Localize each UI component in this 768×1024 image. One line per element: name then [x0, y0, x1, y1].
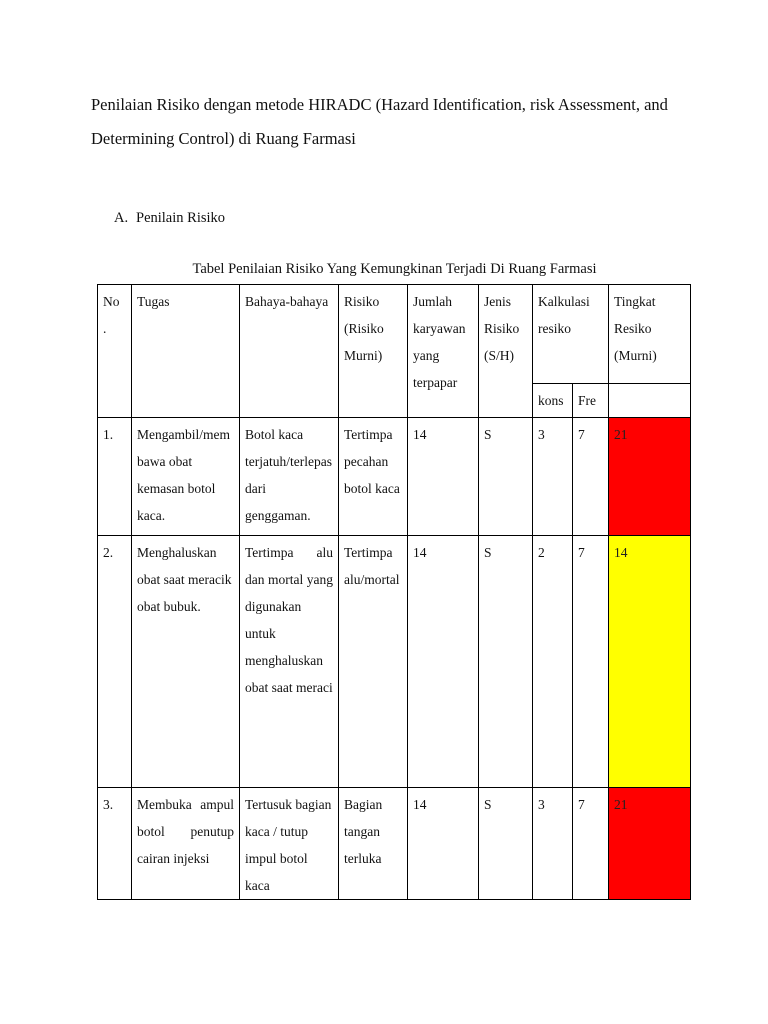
header-kalkulasi: Kalkulasi resiko [533, 285, 609, 384]
header-tugas: Tugas [132, 285, 240, 418]
cell-fre: 7 [573, 418, 609, 536]
section-title: Penilain Risiko [136, 210, 226, 226]
header-kons: kons [533, 384, 573, 418]
risk-assessment-table [97, 284, 691, 900]
cell-kons: 2 [533, 536, 573, 788]
header-fre: Fre [573, 384, 609, 418]
header-tingkat-blank [609, 384, 691, 418]
table-row [98, 418, 691, 536]
header-bahaya: Bahaya-bahaya [240, 285, 339, 418]
cell-jenis: S [479, 536, 533, 788]
header-tingkat: Tingkat Resiko (Murni) [609, 285, 691, 384]
cell-no: 3. [98, 788, 132, 900]
section-heading [114, 208, 225, 228]
cell-fre: 7 [573, 788, 609, 900]
table-row [98, 536, 691, 788]
cell-kons: 3 [533, 788, 573, 900]
cell-tingkat-risk-level: 21 [609, 418, 691, 536]
document-title: Penilaian Risiko dengan metode HIRADC (Hazard Identification, risk Assessment, and Determining Control) di Ruang Farmasi [91, 95, 668, 148]
cell-no: 1. [98, 418, 132, 536]
cell-bahaya: Tertimpa alu dan mortal yang digunakan untuk menghaluskan obat saat meraci [240, 536, 339, 788]
header-no: No . [98, 285, 132, 418]
cell-risiko: Tertimpa alu/mortal [339, 536, 408, 788]
header-risiko: Risiko (Risiko Murni) [339, 285, 408, 418]
cell-jumlah: 14 [408, 418, 479, 536]
section-marker: A. [114, 210, 129, 226]
cell-tugas: Menghaluskan obat saat meracik obat bubuk. [132, 536, 240, 788]
table-row [98, 788, 691, 900]
cell-fre: 7 [573, 536, 609, 788]
cell-jenis: S [479, 418, 533, 536]
cell-risiko: Bagian tangan terluka [339, 788, 408, 900]
cell-tingkat-risk-level: 14 [609, 536, 691, 788]
cell-tugas: Membuka ampul botol penutup cairan injeksi [132, 788, 240, 900]
cell-no: 2. [98, 536, 132, 788]
cell-jumlah: 14 [408, 536, 479, 788]
table-header-row [98, 285, 691, 384]
cell-jenis: S [479, 788, 533, 900]
cell-bahaya: Botol kaca terjatuh/terlepas dari genggaman. [240, 418, 339, 536]
cell-risiko: Tertimpa pecahan botol kaca [339, 418, 408, 536]
header-jenis: Jenis Risiko (S/H) [479, 285, 533, 418]
cell-tugas: Mengambil/membawa obat kemasan botol kaca. [132, 418, 240, 536]
cell-tingkat-risk-level: 21 [609, 788, 691, 900]
table-caption: Tabel Penilaian Risiko Yang Kemungkinan Terjadi Di Ruang Farmasi [192, 261, 597, 277]
header-jumlah: Jumlah karyawan yang terpapar [408, 285, 479, 418]
cell-kons: 3 [533, 418, 573, 536]
cell-jumlah: 14 [408, 788, 479, 900]
cell-bahaya: Tertusuk bagian kaca / tutup impul botol kaca [240, 788, 339, 900]
